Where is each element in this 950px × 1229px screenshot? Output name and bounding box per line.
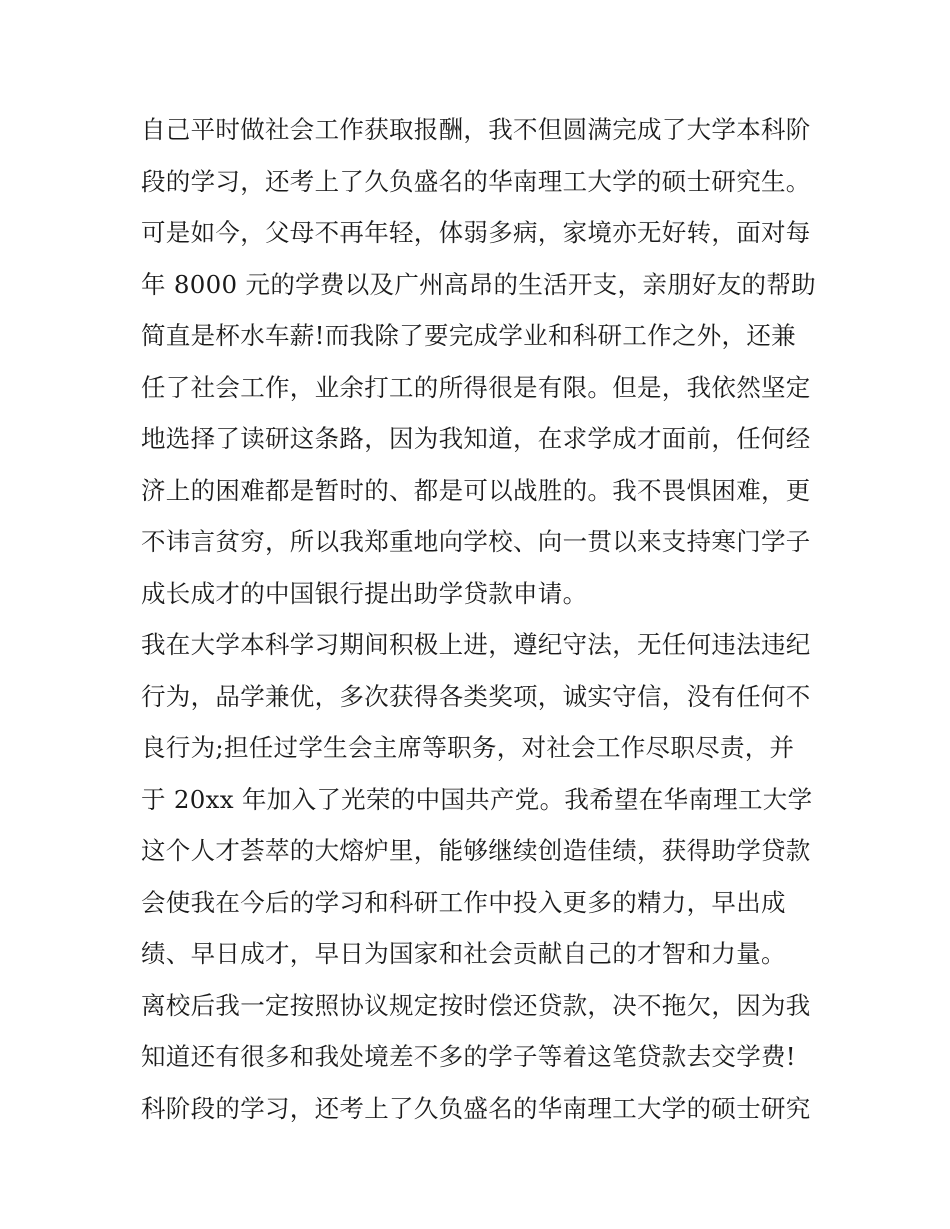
text-line: 可是如今，父母不再年轻，体弱多病，家境亦无好转，面对每 <box>141 218 811 247</box>
text-line: 年 8000 元的学费以及广州高昂的生活开支，亲朋好友的帮助 <box>141 269 816 299</box>
text-line: 知道还有很多和我处境差不多的学子等着这笔贷款去交学费! <box>141 1042 796 1071</box>
text-line: 绩、早日成才，早日为国家和社会贡献自己的才智和力量。 <box>141 939 786 968</box>
text-line: 段的学习，还考上了久负盛名的华南理工大学的硕士研究生。 <box>141 166 811 196</box>
text-line: 会使我在今后的学习和科研工作中投入更多的精力，早出成 <box>141 887 786 917</box>
text-line: 任了社会工作，业余打工的所得很是有限。但是，我依然坚定 <box>141 372 811 402</box>
text-line: 这个人才荟萃的大熔炉里，能够继续创造佳绩，获得助学贷款 <box>141 836 811 865</box>
text-line: 济上的困难都是暂时的、都是可以战胜的。我不畏惧困难，更 <box>141 475 811 505</box>
text-line: 良行为;担任过学生会主席等职务，对社会工作尽职尽责，并 <box>141 733 795 762</box>
text-line: 行为，品学兼优，多次获得各类奖项，诚实守信，没有任何不 <box>141 681 811 711</box>
body-text <box>141 104 821 1134</box>
text-line: 于 20xx 年加入了光荣的中国共产党。我希望在华南理工大学 <box>141 784 813 814</box>
text-line: 科阶段的学习，还考上了久负盛名的华南理工大学的硕士研究 <box>141 1093 811 1123</box>
text-line: 简直是杯水车薪!而我除了要完成学业和科研工作之外，还兼 <box>141 321 796 350</box>
text-line: 离校后我一定按照协议规定按时偿还贷款，决不拖欠，因为我 <box>141 990 811 1020</box>
text-line: 不讳言贫穷，所以我郑重地向学校、向一贯以来支持寒门学子 <box>141 527 811 556</box>
text-line: 我在大学本科学习期间积极上进，遵纪守法，无任何违法违纪 <box>141 630 811 659</box>
text-line: 自己平时做社会工作获取报酬，我不但圆满完成了大学本科阶 <box>141 115 811 144</box>
text-line: 地选择了读研这条路，因为我知道，在求学成才面前，任何经 <box>141 424 811 453</box>
text-line: 成长成才的中国银行提出助学贷款申请。 <box>141 578 588 608</box>
